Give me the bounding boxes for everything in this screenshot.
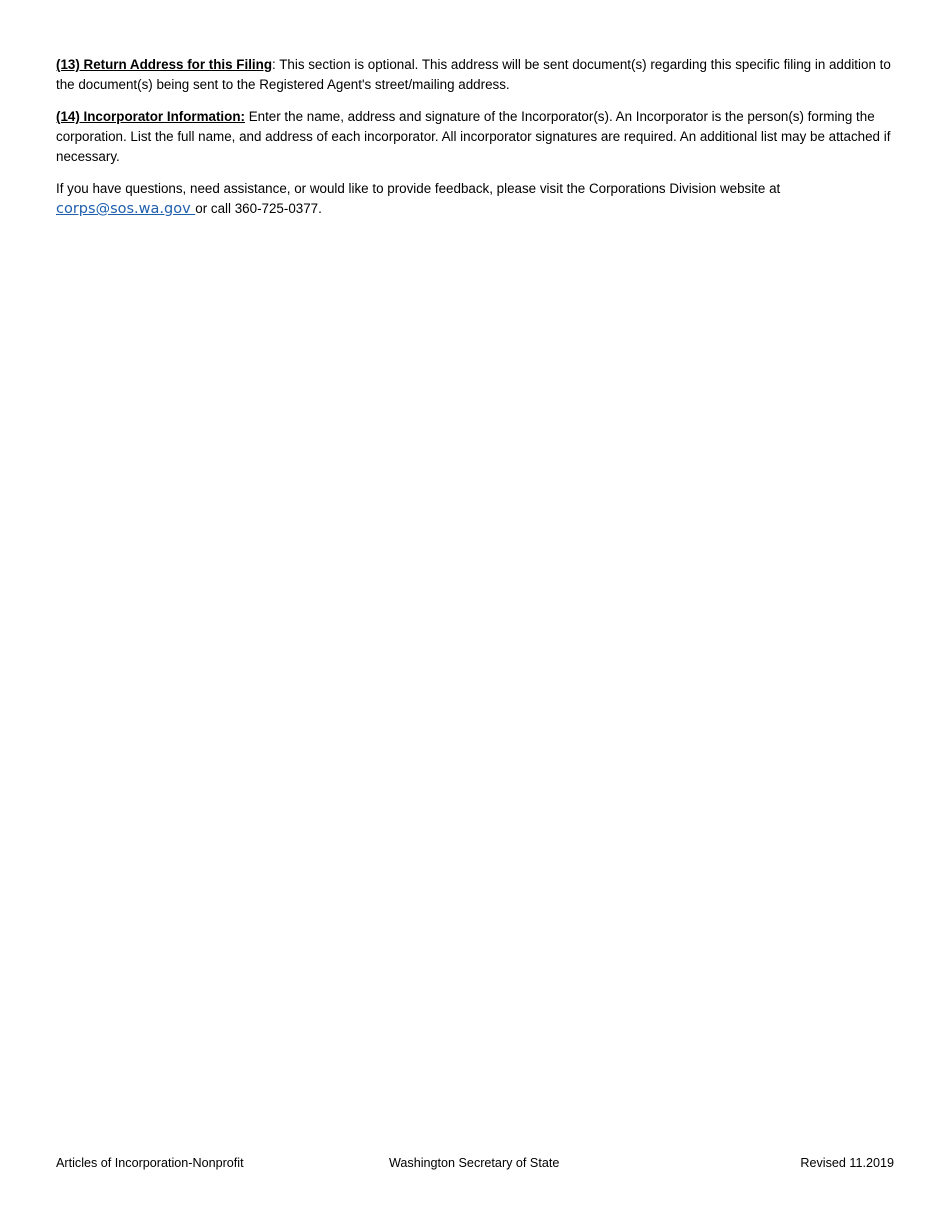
- section-14-text: Enter the name, address and signature of the Incorporator(s). An Incorporator is the person(s) forming the corporation. List the full name, and address of each incorporator. All incorporator signatures are required. An additional list may be attached if necessary.: [56, 109, 891, 164]
- section-13-heading: (13) Return Address for this Filing: [56, 57, 273, 72]
- contact-text-before: If you have questions, need assistance, or would like to provide feedback, please visit the Corporations Division website at: [56, 181, 781, 196]
- section-13-paragraph: [56, 55, 896, 95]
- footer-form-title: Articles of Incorporation-Nonprofit: [56, 1156, 244, 1170]
- section-14-paragraph: [56, 107, 896, 167]
- document-body: [56, 55, 896, 231]
- footer-agency: Washington Secretary of State: [389, 1156, 560, 1170]
- footer-revision: Revised 11.2019: [800, 1156, 894, 1170]
- contact-paragraph: [56, 179, 896, 219]
- contact-email-link[interactable]: corps@sos.wa.gov: [56, 201, 196, 217]
- section-13-text: : This section is optional. This address will be sent document(s) regarding this specific filing in addition to the document(s) being sent to the Registered Agent's street/mailing address.: [56, 57, 891, 92]
- page-footer: [56, 1156, 894, 1174]
- section-14-heading: (14) Incorporator Information:: [56, 109, 245, 124]
- contact-text-after: or call 360-725-0377.: [195, 201, 322, 216]
